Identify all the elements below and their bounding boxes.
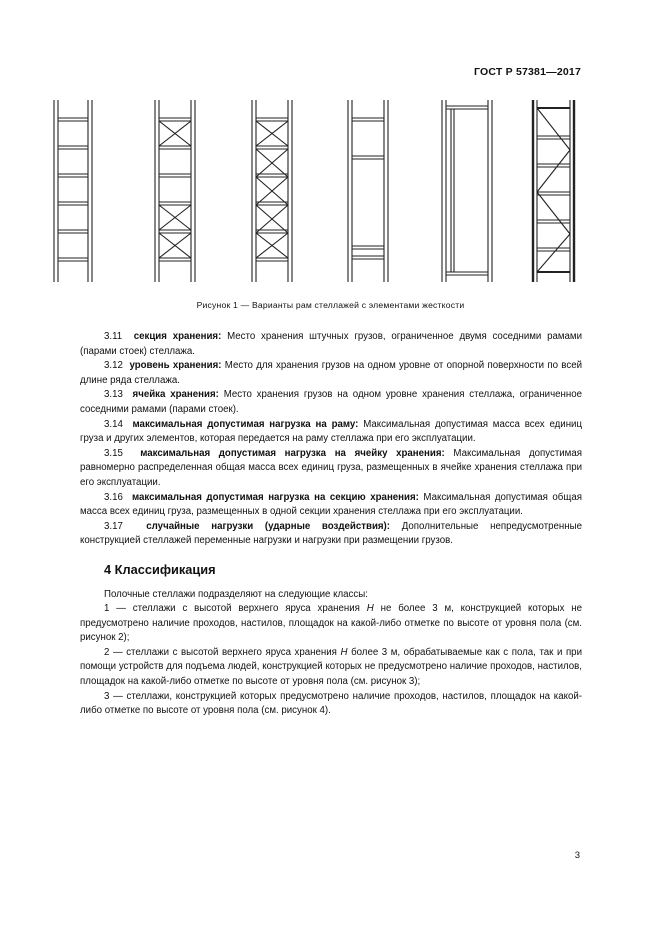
definition-term: ячейка хранения: [132,389,219,401]
definitions-list [80,330,582,549]
paragraph-text: 2 — стеллажи с высотой верхнего яруса хранения [104,646,341,658]
definition-3-15 [80,447,582,491]
classification-intro [80,588,582,603]
definition-term: максимальная допустимая нагрузка на раму: [132,418,359,430]
figure-rack-frames [40,96,620,286]
definition-text: Максимальная допустимая равномерно распределенная общая масса всех единиц груза, размещенных в ячейке хранения стеллажа при его эксплуатации. [80,447,582,488]
frame-x-bracing-two-panels [155,100,195,282]
definition-3-14 [80,418,582,447]
definition-term: максимальная допустимая нагрузка на ячейку хранения: [140,447,445,459]
paragraph-text: Полочные стеллажи подразделяют на следующие классы: [104,588,368,600]
frame-horizontal-bracing [54,100,92,282]
definition-number: 3.15 [104,447,123,459]
rack-frames-drawing [40,96,620,286]
definition-3-11 [80,330,582,359]
frame-panel-bracing [348,100,388,282]
figure-caption: Рисунок 1 — Варианты рам стеллажей с элементами жесткости [196,300,465,310]
definition-text: Максимальная допустимая масса всех единиц груза и других элементов, которая передается на раму стеллажа при его эксплуатации. [80,418,583,445]
frame-sheet-panel [442,100,492,282]
definition-text: Максимальная допустимая общая масса всех единиц груза, размещенных в одной секции хранения стеллажа при его эксплуатации. [80,491,582,518]
definition-number: 3.13 [104,389,123,401]
definition-term: максимальная допустимая нагрузка на секцию хранения: [131,491,419,503]
definition-3-12 [80,359,582,388]
classification-class-3 [80,690,582,719]
definition-text: Место хранения грузов на одном уровне хранения стеллажа, ограниченное соседними рамами (парами стоек). [80,389,582,415]
paragraph-text: более 3 м, обрабатываемые как с пола, так и при помощи устройств для подъема людей, конструкцией которых не предусмотрено наличие проходов, настилов, площадок на какой-либо отметке по высоте от уровня пола (см. рисунок 3); [80,646,582,688]
definition-number: 3.14 [104,418,123,430]
height-symbol: H [340,646,348,658]
section-title: 4 Классификация [104,561,216,577]
definition-number: 3.16 [104,491,123,503]
document-code: ГОСТ Р 57381—2017 [473,66,581,78]
frame-zigzag-bracing [533,100,574,282]
paragraph-text: не более 3 м, конструкцией которых не предусмотрено наличие проходов, настилов, площадок на какой-либо отметке по высоте от уровня пола (см. рисунок 2); [80,603,582,644]
definition-text: Место для хранения грузов на одном уровне от опорной поверхности по всей длине ряда стеллажа. [80,360,582,386]
definition-term: случайные нагрузки (ударные воздействия): [146,520,391,532]
definition-term: секция хранения: [133,331,222,342]
definition-text: Дополнительные непредусмотренные конструкцией стеллажей переменные нагрузки и нагрузки при размещении грузов. [80,520,582,547]
definition-3-17 [80,520,582,549]
definition-number: 3.12 [104,360,123,372]
definition-number: 3.11 [104,331,123,342]
height-symbol: H [366,603,374,615]
frame-diamond-bracing [252,100,292,282]
definition-3-16 [80,491,582,520]
paragraph-text: 1 — стеллажи с высотой верхнего яруса хранения [104,603,367,615]
paragraph-text: 3 — стеллажи, конструкцией которых предусмотрено наличие проходов, настилов, площадок на какой-либо отметке по высоте от уровня пола (см. рисунок 4). [80,690,582,717]
page-number: 3 [574,850,580,861]
classification-list [80,588,582,719]
document-body [80,330,582,719]
definition-term: уровень хранения: [129,360,222,372]
classification-class-2 [80,646,582,690]
definition-number: 3.17 [104,520,123,532]
definition-3-13 [80,388,582,417]
classification-class-1 [80,602,582,646]
definition-text: Место хранения штучных грузов, ограниченное двумя соседними рамами (парами стоек) стеллажа. [80,331,582,357]
